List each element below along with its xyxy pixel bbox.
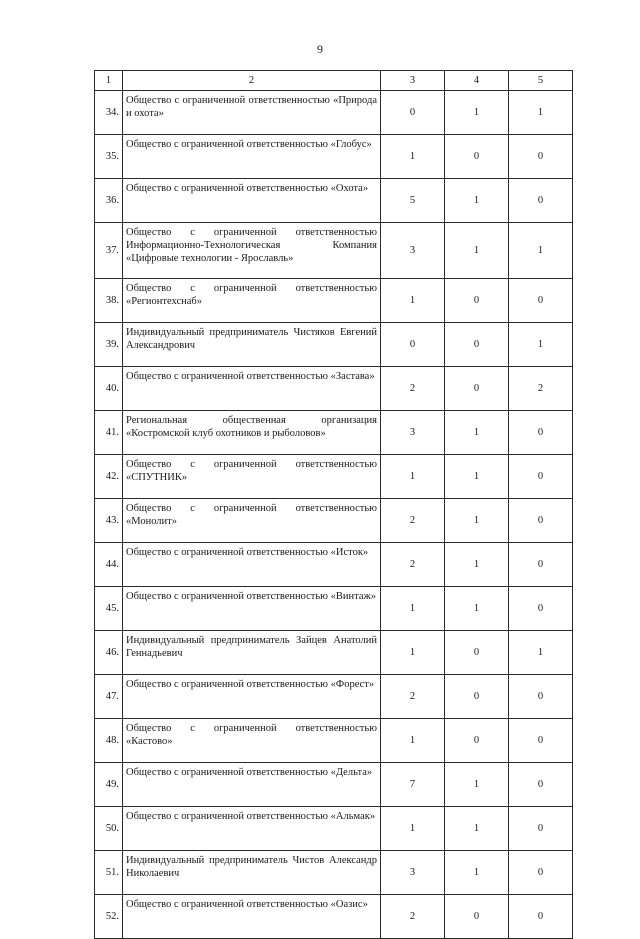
- table-body: [95, 91, 573, 939]
- table-row: [95, 587, 573, 631]
- value-col-3: 2: [381, 543, 445, 587]
- value-col-4: 0: [445, 135, 509, 179]
- header-row: [95, 71, 573, 91]
- row-number: 48.: [95, 719, 123, 763]
- value-col-4: 1: [445, 807, 509, 851]
- value-col-3: 2: [381, 675, 445, 719]
- value-col-4: 0: [445, 279, 509, 323]
- row-number: 44.: [95, 543, 123, 587]
- page-number: 9: [317, 42, 323, 56]
- table-row: [95, 763, 573, 807]
- row-number: 42.: [95, 455, 123, 499]
- row-number: 45.: [95, 587, 123, 631]
- value-col-3: 3: [381, 411, 445, 455]
- value-col-4: 1: [445, 543, 509, 587]
- value-col-3: 1: [381, 631, 445, 675]
- organization-name: Индивидуальный предприниматель Чистов Александр Николаевич: [123, 851, 381, 895]
- value-col-3: 1: [381, 279, 445, 323]
- value-col-3: 1: [381, 455, 445, 499]
- row-number: 47.: [95, 675, 123, 719]
- table-row: [95, 719, 573, 763]
- value-col-5: 0: [509, 411, 573, 455]
- value-col-4: 0: [445, 719, 509, 763]
- value-col-5: 0: [509, 763, 573, 807]
- value-col-3: 1: [381, 807, 445, 851]
- table-row: [95, 499, 573, 543]
- row-number: 40.: [95, 367, 123, 411]
- organization-name: Общество с ограниченной ответственностью «Оазис»: [123, 895, 381, 939]
- value-col-5: 0: [509, 587, 573, 631]
- organization-name: Общество с ограниченной ответственностью «Охота»: [123, 179, 381, 223]
- row-number: 46.: [95, 631, 123, 675]
- organization-name: Общество с ограниченной ответственностью «Застава»: [123, 367, 381, 411]
- row-number: 38.: [95, 279, 123, 323]
- value-col-4: 0: [445, 675, 509, 719]
- organization-name: Общество с ограниченной ответственностью «Винтаж»: [123, 587, 381, 631]
- header-col-5: 5: [509, 71, 573, 91]
- value-col-4: 0: [445, 631, 509, 675]
- value-col-4: 0: [445, 367, 509, 411]
- header-col-1: 1: [95, 71, 123, 91]
- value-col-4: 0: [445, 323, 509, 367]
- organization-name: Общество с ограниченной ответственностью «СПУТНИК»: [123, 455, 381, 499]
- row-number: 52.: [95, 895, 123, 939]
- table-row: [95, 323, 573, 367]
- table-header: [95, 71, 573, 91]
- table-row: [95, 411, 573, 455]
- table-row: [95, 455, 573, 499]
- value-col-5: 2: [509, 367, 573, 411]
- organization-name: Общество с ограниченной ответственностью Информационно-Технологическая Компания «Цифровые технологии - Ярославль»: [123, 223, 381, 279]
- row-number: 34.: [95, 91, 123, 135]
- value-col-5: 1: [509, 323, 573, 367]
- value-col-3: 2: [381, 367, 445, 411]
- organization-name: Общество с ограниченной ответственностью «Дельта»: [123, 763, 381, 807]
- table-row: [95, 279, 573, 323]
- organization-name: Общество с ограниченной ответственностью «Форест»: [123, 675, 381, 719]
- table-row: [95, 631, 573, 675]
- value-col-5: 1: [509, 223, 573, 279]
- value-col-3: 0: [381, 91, 445, 135]
- value-col-3: 7: [381, 763, 445, 807]
- value-col-3: 2: [381, 895, 445, 939]
- value-col-3: 1: [381, 587, 445, 631]
- header-col-3: 3: [381, 71, 445, 91]
- value-col-4: 1: [445, 851, 509, 895]
- value-col-5: 0: [509, 719, 573, 763]
- value-col-3: 2: [381, 499, 445, 543]
- row-number: 51.: [95, 851, 123, 895]
- value-col-3: 0: [381, 323, 445, 367]
- organization-name: Общество с ограниченной ответственностью «Глобус»: [123, 135, 381, 179]
- row-number: 36.: [95, 179, 123, 223]
- value-col-5: 0: [509, 543, 573, 587]
- value-col-4: 1: [445, 499, 509, 543]
- organization-name: Индивидуальный предприниматель Зайцев Анатолий Геннадьевич: [123, 631, 381, 675]
- table-row: [95, 675, 573, 719]
- value-col-5: 0: [509, 279, 573, 323]
- value-col-5: 0: [509, 499, 573, 543]
- table-row: [95, 179, 573, 223]
- value-col-4: 1: [445, 587, 509, 631]
- row-number: 49.: [95, 763, 123, 807]
- organization-name: Общество с ограниченной ответственностью «Исток»: [123, 543, 381, 587]
- value-col-5: 0: [509, 135, 573, 179]
- organization-name: Общество с ограниченной ответственностью «Альмак»: [123, 807, 381, 851]
- value-col-3: 3: [381, 851, 445, 895]
- row-number: 41.: [95, 411, 123, 455]
- row-number: 43.: [95, 499, 123, 543]
- register-table: [94, 70, 573, 939]
- header-col-4: 4: [445, 71, 509, 91]
- organization-name: Индивидуальный предприниматель Чистяков Евгений Александрович: [123, 323, 381, 367]
- value-col-5: 0: [509, 675, 573, 719]
- row-number: 50.: [95, 807, 123, 851]
- value-col-4: 1: [445, 91, 509, 135]
- value-col-5: 0: [509, 807, 573, 851]
- value-col-5: 0: [509, 851, 573, 895]
- table-row: [95, 367, 573, 411]
- value-col-3: 1: [381, 135, 445, 179]
- table-row: [95, 851, 573, 895]
- table-row: [95, 135, 573, 179]
- row-number: 37.: [95, 223, 123, 279]
- value-col-5: 0: [509, 179, 573, 223]
- value-col-4: 1: [445, 455, 509, 499]
- value-col-4: 1: [445, 763, 509, 807]
- value-col-3: 5: [381, 179, 445, 223]
- table-row: [95, 895, 573, 939]
- organization-name: Общество с ограниченной ответственностью «Кастово»: [123, 719, 381, 763]
- value-col-3: 3: [381, 223, 445, 279]
- value-col-4: 0: [445, 895, 509, 939]
- row-number: 35.: [95, 135, 123, 179]
- value-col-3: 1: [381, 719, 445, 763]
- header-col-2: 2: [123, 71, 381, 91]
- table-row: [95, 543, 573, 587]
- value-col-5: 0: [509, 455, 573, 499]
- value-col-4: 1: [445, 411, 509, 455]
- organization-name: Общество с ограниченной ответственностью «Природа и охота»: [123, 91, 381, 135]
- table-row: [95, 807, 573, 851]
- value-col-4: 1: [445, 179, 509, 223]
- row-number: 39.: [95, 323, 123, 367]
- value-col-5: 1: [509, 91, 573, 135]
- organization-name: Региональная общественная организация «Костромской клуб охотников и рыболовов»: [123, 411, 381, 455]
- value-col-4: 1: [445, 223, 509, 279]
- table-row: [95, 223, 573, 279]
- value-col-5: 1: [509, 631, 573, 675]
- value-col-5: 0: [509, 895, 573, 939]
- table-row: [95, 91, 573, 135]
- organization-name: Общество с ограниченной ответственностью «Регионтехснаб»: [123, 279, 381, 323]
- organization-name: Общество с ограниченной ответственностью «Монолит»: [123, 499, 381, 543]
